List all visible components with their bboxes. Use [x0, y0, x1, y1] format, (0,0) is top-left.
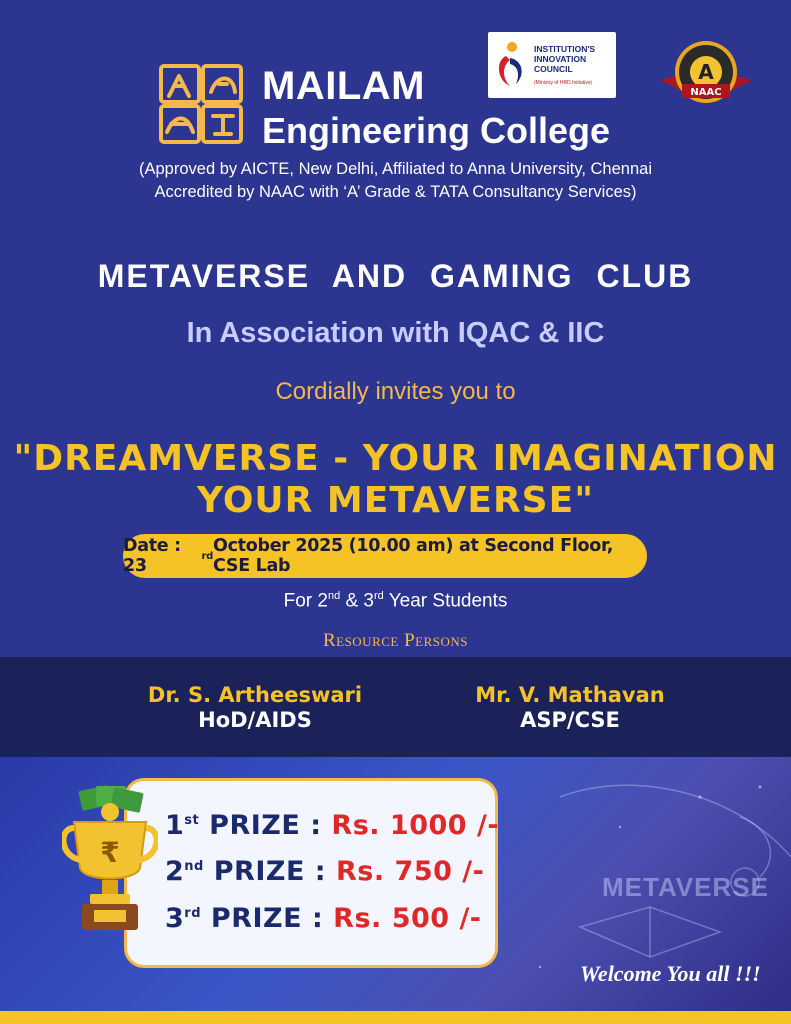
prize-2-rank: 2 — [165, 856, 185, 887]
prize-1-amount: Rs. 1000 /- — [331, 810, 500, 841]
college-name-line1: MAILAM — [262, 64, 425, 108]
resource-person-1-name: Dr. S. Artheeswari — [147, 683, 363, 707]
association-line: In Association with IQAC & IIC — [186, 317, 605, 349]
resource-persons-band — [0, 657, 791, 757]
prize-3-rank: 3 — [165, 903, 185, 934]
trophy-icon — [62, 782, 158, 938]
audience-sup1: nd — [327, 590, 341, 602]
iic-subtitle: (Ministry of HRD Initiative) — [534, 80, 593, 86]
metaverse-watermark: METAVERSE — [602, 872, 769, 902]
club-title: METAVERSE AND GAMING CLUB — [97, 258, 694, 294]
approval-line-2: Accredited by NAAC with ‘A’ Grade & TATA Consultancy Services) — [154, 183, 637, 201]
iic-emblem-icon — [496, 40, 528, 90]
rupee-symbol: ₹ — [100, 836, 120, 869]
prize-1-sup: st — [184, 813, 200, 828]
prize-1-label: PRIZE : — [199, 810, 332, 841]
event-title-line1: "DREAMVERSE - YOUR IMAGINATION — [13, 438, 778, 479]
date-prefix: Date : 23 — [123, 536, 181, 576]
audience-mid: & 3 — [340, 590, 375, 612]
college-logo-icon — [157, 62, 245, 146]
prize-row-1 — [165, 810, 499, 841]
prize-3-sup: rd — [184, 906, 202, 921]
prize-row-2 — [165, 856, 484, 887]
audience-sup2: rd — [374, 590, 384, 602]
audience-for: For 2 — [283, 590, 328, 612]
event-date-badge — [123, 534, 647, 578]
prize-2-label: PRIZE : — [203, 856, 337, 887]
audience-line — [0, 590, 791, 612]
naac-seal-icon — [656, 38, 756, 108]
resource-person-2-role: ASP/CSE — [520, 708, 620, 732]
invite-line: Cordially invites you to — [275, 378, 516, 405]
approval-line-1: (Approved by AICTE, New Delhi, Affiliated to Anna University, Chennai — [139, 160, 652, 178]
college-name-line2: Engineering College — [262, 110, 611, 151]
prize-2-amount: Rs. 750 /- — [336, 856, 485, 887]
prize-1-rank: 1 — [165, 810, 185, 841]
naac-grade: A — [698, 60, 714, 84]
date-sup: rd — [201, 550, 214, 562]
iic-title: INSTITUTION'S INNOVATION COUNCIL — [534, 44, 596, 74]
date-suffix: October 2025 (10.00 am) at Second Floor, CSE Lab — [213, 536, 614, 576]
resource-person-2-name: Mr. V. Mathavan — [475, 683, 665, 707]
event-title-line2: YOUR METAVERSE" — [197, 480, 594, 521]
audience-end: Year Students — [383, 590, 508, 612]
resource-person-1-role: HoD/AIDS — [198, 708, 312, 732]
prize-3-label: PRIZE : — [201, 903, 334, 934]
bottom-gold-strip — [0, 1011, 791, 1024]
prize-2-sup: nd — [184, 859, 204, 874]
prize-3-amount: Rs. 500 /- — [333, 903, 482, 934]
prize-row-3 — [165, 903, 482, 934]
welcome-text: Welcome You all !!! — [580, 961, 761, 986]
resource-persons-heading: Resource Persons — [322, 630, 469, 651]
iic-logo — [488, 32, 616, 98]
naac-label: NAAC — [690, 87, 722, 98]
